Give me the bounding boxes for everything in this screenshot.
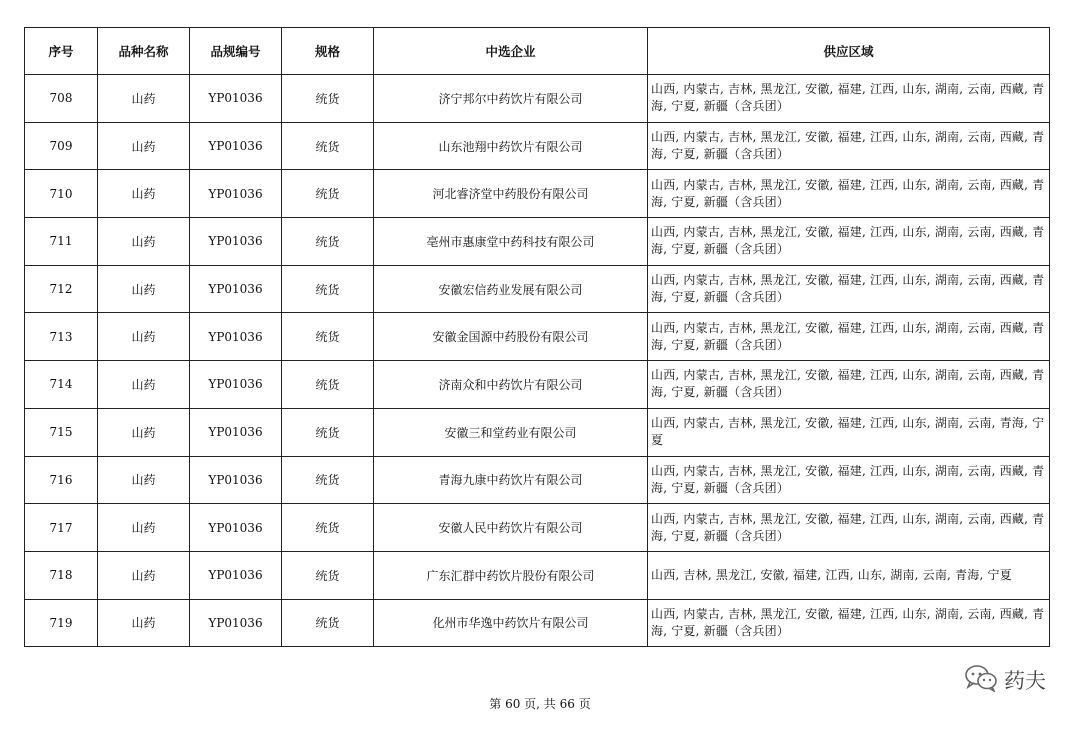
cell-variety: 山药 (98, 75, 190, 123)
table-row (25, 504, 1050, 552)
table-row (25, 170, 1050, 218)
cell-region: 山西, 内蒙古, 吉林, 黑龙江, 安徽, 福建, 江西, 山东, 湖南, 云南, 西藏, 青海, 宁夏, 新疆（含兵团） (648, 456, 1050, 504)
cell-region: 山西, 吉林, 黑龙江, 安徽, 福建, 江西, 山东, 湖南, 云南, 青海, 宁夏 (648, 551, 1050, 599)
watermark-text: 药夫 (1004, 669, 1046, 693)
cell-code: YP01036 (190, 408, 282, 456)
table-row (25, 265, 1050, 313)
cell-company: 济南众和中药饮片有限公司 (374, 361, 648, 409)
cell-spec: 统货 (282, 599, 374, 647)
cell-code: YP01036 (190, 313, 282, 361)
table-row (25, 599, 1050, 647)
cell-spec: 统货 (282, 170, 374, 218)
cell-region: 山西, 内蒙古, 吉林, 黑龙江, 安徽, 福建, 江西, 山东, 湖南, 云南, 西藏, 青海, 宁夏, 新疆（含兵团） (648, 265, 1050, 313)
cell-variety: 山药 (98, 361, 190, 409)
cell-code: YP01036 (190, 265, 282, 313)
cell-spec: 统货 (282, 122, 374, 170)
procurement-table (24, 27, 1050, 647)
cell-company: 亳州市惠康堂中药科技有限公司 (374, 218, 648, 266)
cell-serial: 719 (25, 599, 98, 647)
cell-region: 山西, 内蒙古, 吉林, 黑龙江, 安徽, 福建, 江西, 山东, 湖南, 云南, 西藏, 青海, 宁夏, 新疆（含兵团） (648, 122, 1050, 170)
table-row (25, 456, 1050, 504)
cell-region: 山西, 内蒙古, 吉林, 黑龙江, 安徽, 福建, 江西, 山东, 湖南, 云南, 西藏, 青海, 宁夏, 新疆（含兵团） (648, 170, 1050, 218)
cell-serial: 712 (25, 265, 98, 313)
cell-company: 安徽宏信药业发展有限公司 (374, 265, 648, 313)
cell-region: 山西, 内蒙古, 吉林, 黑龙江, 安徽, 福建, 江西, 山东, 湖南, 云南, 青海, 宁夏 (648, 408, 1050, 456)
header-spec: 规格 (282, 28, 374, 75)
cell-company: 青海九康中药饮片有限公司 (374, 456, 648, 504)
cell-region: 山西, 内蒙古, 吉林, 黑龙江, 安徽, 福建, 江西, 山东, 湖南, 云南, 西藏, 青海, 宁夏, 新疆（含兵团） (648, 75, 1050, 123)
cell-company: 河北睿济堂中药股份有限公司 (374, 170, 648, 218)
cell-code: YP01036 (190, 504, 282, 552)
cell-code: YP01036 (190, 456, 282, 504)
cell-spec: 统货 (282, 456, 374, 504)
header-company: 中选企业 (374, 28, 648, 75)
cell-company: 化州市华逸中药饮片有限公司 (374, 599, 648, 647)
cell-serial: 709 (25, 122, 98, 170)
cell-code: YP01036 (190, 599, 282, 647)
table-row (25, 313, 1050, 361)
cell-region: 山西, 内蒙古, 吉林, 黑龙江, 安徽, 福建, 江西, 山东, 湖南, 云南, 西藏, 青海, 宁夏, 新疆（含兵团） (648, 218, 1050, 266)
cell-variety: 山药 (98, 599, 190, 647)
wechat-icon (964, 664, 998, 696)
cell-company: 广东汇群中药饮片股份有限公司 (374, 551, 648, 599)
cell-company: 安徽金国源中药股份有限公司 (374, 313, 648, 361)
cell-region: 山西, 内蒙古, 吉林, 黑龙江, 安徽, 福建, 江西, 山东, 湖南, 云南, 西藏, 青海, 宁夏, 新疆（含兵团） (648, 313, 1050, 361)
cell-serial: 710 (25, 170, 98, 218)
cell-spec: 统货 (282, 265, 374, 313)
cell-variety: 山药 (98, 122, 190, 170)
header-region: 供应区域 (648, 28, 1050, 75)
table-row (25, 122, 1050, 170)
cell-region: 山西, 内蒙古, 吉林, 黑龙江, 安徽, 福建, 江西, 山东, 湖南, 云南, 西藏, 青海, 宁夏, 新疆（含兵团） (648, 599, 1050, 647)
cell-serial: 715 (25, 408, 98, 456)
header-code: 品规编号 (190, 28, 282, 75)
table-row (25, 361, 1050, 409)
cell-variety: 山药 (98, 265, 190, 313)
cell-serial: 716 (25, 456, 98, 504)
watermark (964, 664, 1046, 696)
cell-company: 安徽人民中药饮片有限公司 (374, 504, 648, 552)
page-number: 第 60 页, 共 66 页 (489, 697, 591, 711)
cell-serial: 717 (25, 504, 98, 552)
cell-company: 安徽三和堂药业有限公司 (374, 408, 648, 456)
cell-serial: 713 (25, 313, 98, 361)
table-row (25, 551, 1050, 599)
cell-code: YP01036 (190, 361, 282, 409)
cell-spec: 统货 (282, 408, 374, 456)
cell-serial: 714 (25, 361, 98, 409)
cell-variety: 山药 (98, 218, 190, 266)
cell-variety: 山药 (98, 551, 190, 599)
cell-spec: 统货 (282, 75, 374, 123)
cell-serial: 718 (25, 551, 98, 599)
cell-spec: 统货 (282, 313, 374, 361)
cell-region: 山西, 内蒙古, 吉林, 黑龙江, 安徽, 福建, 江西, 山东, 湖南, 云南, 西藏, 青海, 宁夏, 新疆（含兵团） (648, 504, 1050, 552)
cell-code: YP01036 (190, 122, 282, 170)
cell-variety: 山药 (98, 504, 190, 552)
cell-spec: 统货 (282, 551, 374, 599)
table-row (25, 408, 1050, 456)
cell-code: YP01036 (190, 551, 282, 599)
header-variety: 品种名称 (98, 28, 190, 75)
cell-variety: 山药 (98, 408, 190, 456)
cell-variety: 山药 (98, 313, 190, 361)
cell-spec: 统货 (282, 218, 374, 266)
cell-region: 山西, 内蒙古, 吉林, 黑龙江, 安徽, 福建, 江西, 山东, 湖南, 云南, 西藏, 青海, 宁夏, 新疆（含兵团） (648, 361, 1050, 409)
cell-company: 济宁邦尔中药饮片有限公司 (374, 75, 648, 123)
table-row (25, 75, 1050, 123)
cell-variety: 山药 (98, 456, 190, 504)
cell-variety: 山药 (98, 170, 190, 218)
table-row (25, 218, 1050, 266)
table-header-row (25, 28, 1050, 75)
cell-company: 山东池翔中药饮片有限公司 (374, 122, 648, 170)
cell-serial: 711 (25, 218, 98, 266)
cell-serial: 708 (25, 75, 98, 123)
cell-code: YP01036 (190, 218, 282, 266)
cell-code: YP01036 (190, 170, 282, 218)
cell-code: YP01036 (190, 75, 282, 123)
header-serial: 序号 (25, 28, 98, 75)
cell-spec: 统货 (282, 361, 374, 409)
cell-spec: 统货 (282, 504, 374, 552)
